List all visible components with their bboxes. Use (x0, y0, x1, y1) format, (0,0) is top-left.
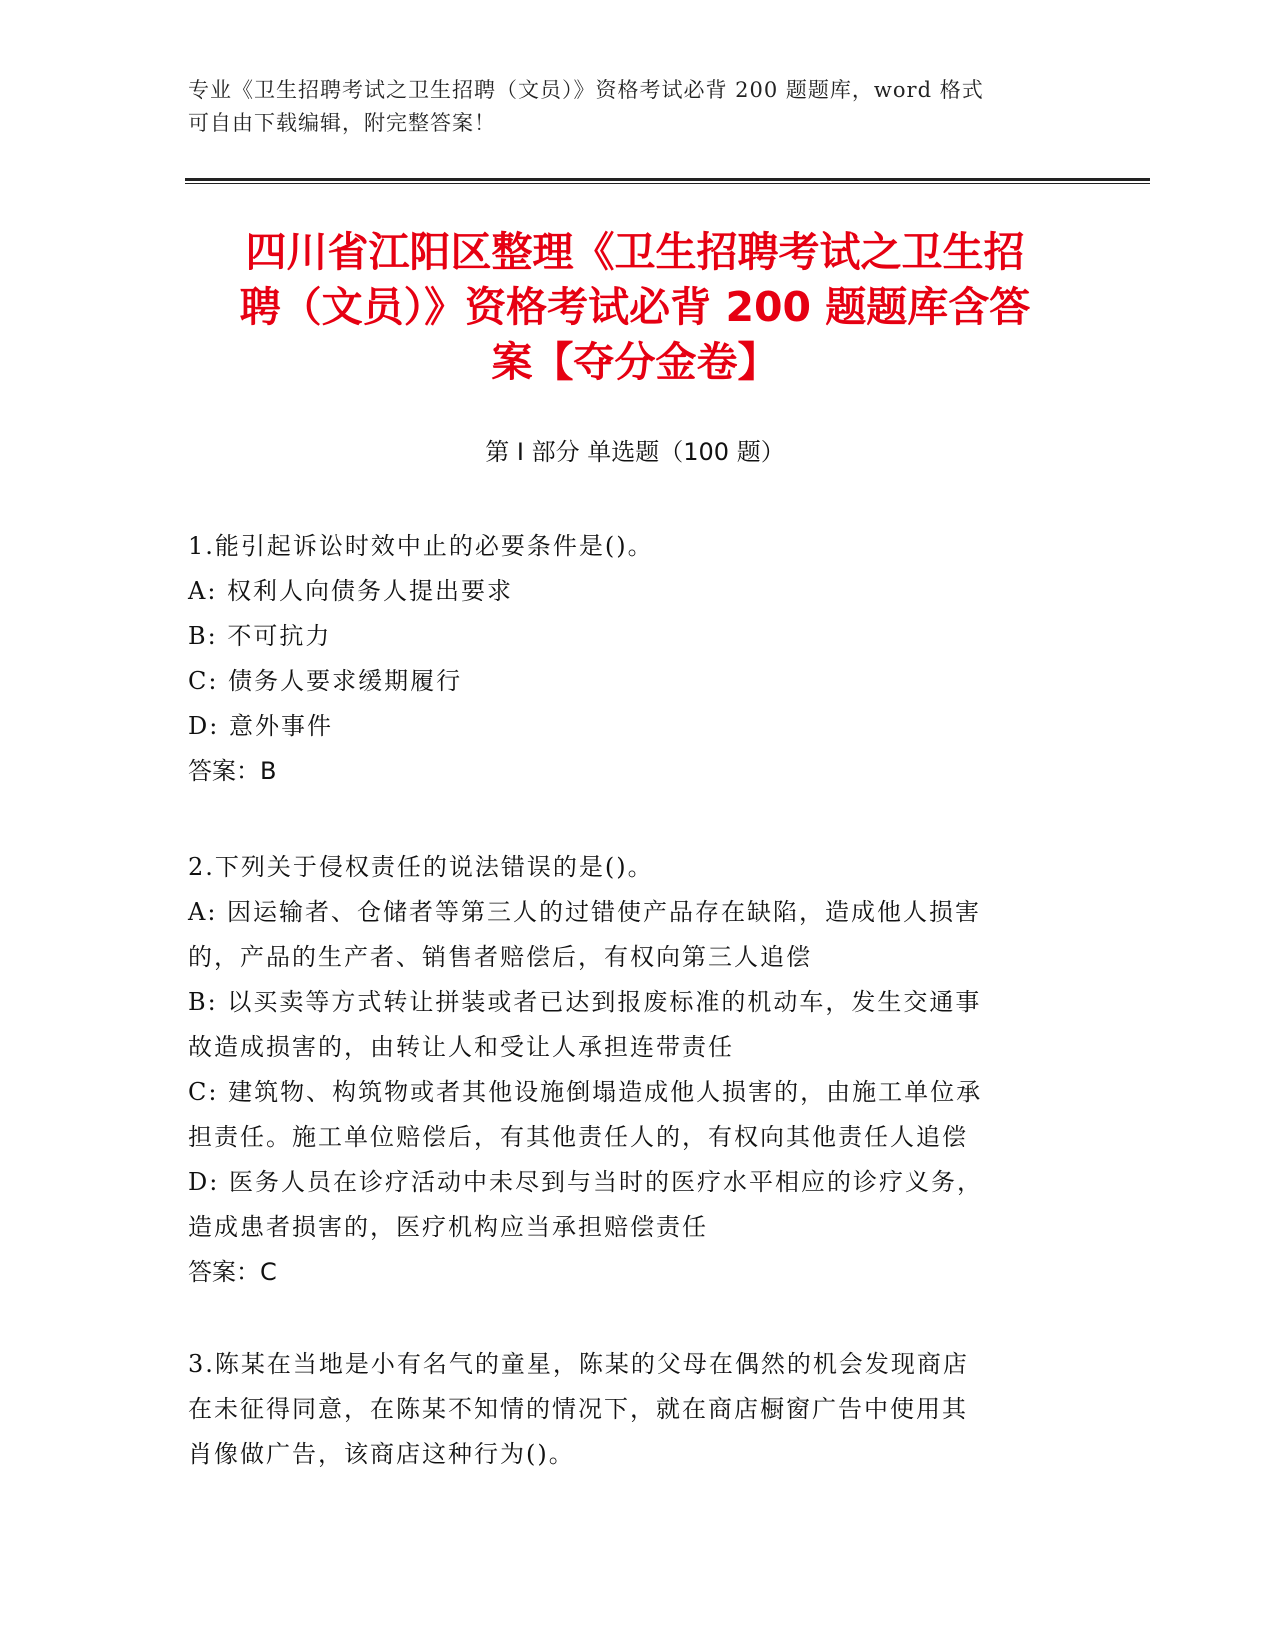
option-b: B: 以买卖等方式转让拼装或者已达到报废标准的机动车，发生交通事 (188, 988, 982, 1016)
answer-label: 答案：C (188, 1258, 277, 1286)
question-stem: 2.下列关于侵权责任的说法错误的是()。 (188, 853, 654, 881)
header-divider-thick (185, 178, 1150, 181)
header-divider-thin (185, 183, 1150, 184)
question-2 (188, 845, 1068, 1295)
option-a-continued: 的，产品的生产者、销售者赔偿后，有权向第三人追偿 (188, 943, 812, 971)
option-d: D: 医务人员在诊疗活动中未尽到与当时的医疗水平相应的诊疗义务， (188, 1168, 983, 1196)
question-stem-continued: 肖像做广告，该商店这种行为()。 (188, 1440, 575, 1468)
question-stem: 3.陈某在当地是小有名气的童星，陈某的父母在偶然的机会发现商店 (188, 1350, 969, 1378)
answer-label: 答案：B (188, 757, 277, 785)
option-d: D: 意外事件 (188, 712, 333, 740)
option-c: C: 建筑物、构筑物或者其他设施倒塌造成他人损害的，由施工单位承 (188, 1078, 983, 1106)
document-title-line: 案【夺分金卷】 (491, 338, 779, 386)
question-stem: 1.能引起诉讼时效中止的必要条件是()。 (188, 532, 654, 560)
document-title-line: 聘（文员）》资格考试必背 200 题题库含答 (239, 283, 1031, 331)
question-1 (188, 524, 1068, 794)
option-d-continued: 造成患者损害的，医疗机构应当承担赔偿责任 (188, 1213, 708, 1241)
header-divider (185, 178, 1150, 184)
document-title (185, 225, 1085, 390)
header-note-line: 专业《卫生招聘考试之卫生招聘（文员）》资格考试必背 200 题题库，word 格式 (188, 78, 984, 102)
option-c: C: 债务人要求缓期履行 (188, 667, 463, 695)
option-b: B: 不可抗力 (188, 622, 332, 650)
option-a: A: 权利人向债务人提出要求 (188, 577, 514, 605)
question-stem-continued: 在未征得同意，在陈某不知情的情况下，就在商店橱窗广告中使用其 (188, 1395, 968, 1423)
question-3 (188, 1342, 1068, 1477)
header-note (188, 74, 1088, 140)
option-b-continued: 故造成损害的，由转让人和受让人承担连带责任 (188, 1033, 734, 1061)
header-note-line: 可自由下载编辑，附完整答案！ (188, 111, 496, 135)
section-title: 第 I 部分 单选题（100 题） (485, 438, 785, 466)
document-title-line: 四川省江阳区整理《卫生招聘考试之卫生招 (245, 228, 1025, 276)
option-a: A: 因运输者、仓储者等第三人的过错使产品存在缺陷，造成他人损害 (188, 898, 982, 926)
option-c-continued: 担责任。施工单位赔偿后，有其他责任人的，有权向其他责任人追偿 (188, 1123, 968, 1151)
